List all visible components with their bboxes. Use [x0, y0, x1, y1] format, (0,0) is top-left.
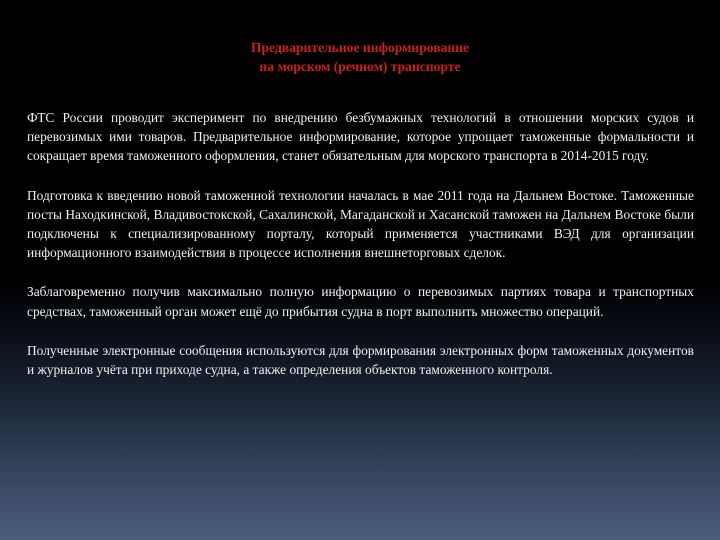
slide-title-line-1: Предварительное информирование	[250, 40, 470, 55]
paragraph-advance-info: Заблаговременно получив максимально полную информацию о перевозимых партиях товара и транспортных средствах, таможенный орган может ещё до прибытия судна в порт выполнить множество операций.	[27, 284, 694, 319]
slide-title-line-2: на морском (речном) транспорте	[259, 59, 461, 74]
slide-title	[0, 38, 720, 76]
paragraph-electronic-messages: Полученные электронные сообщения используются для формирования электронных форм таможенных документов и журналов учёта при приходе судна, а также определения объектов таможенного контроля.	[27, 342, 694, 378]
slide-body	[27, 108, 694, 399]
paragraph-experiment: ФТС России проводит эксперимент по внедрению безбумажных технологий в отношении морских судов и перевозимых ими товаров. Предварительное информирование, которое упрощает таможенные формальности и сокращает время таможенного оформления, станет обязательным для морского транспорта в 2014-2015 году.	[27, 110, 694, 164]
paragraph-preparation: Подготовка к введению новой таможенной технологии началась в мае 2011 года на Дальнем Востоке. Таможенные посты Находкинской, Владивостокской, Сахалинской, Магаданской и Хасанской таможен на Дальнем Востоке были подключены к специализированному порталу, который применяется участниками ВЭД для организации информационного взаимодействия в процессе исполнения внешнеторговых сделок.	[27, 187, 694, 261]
